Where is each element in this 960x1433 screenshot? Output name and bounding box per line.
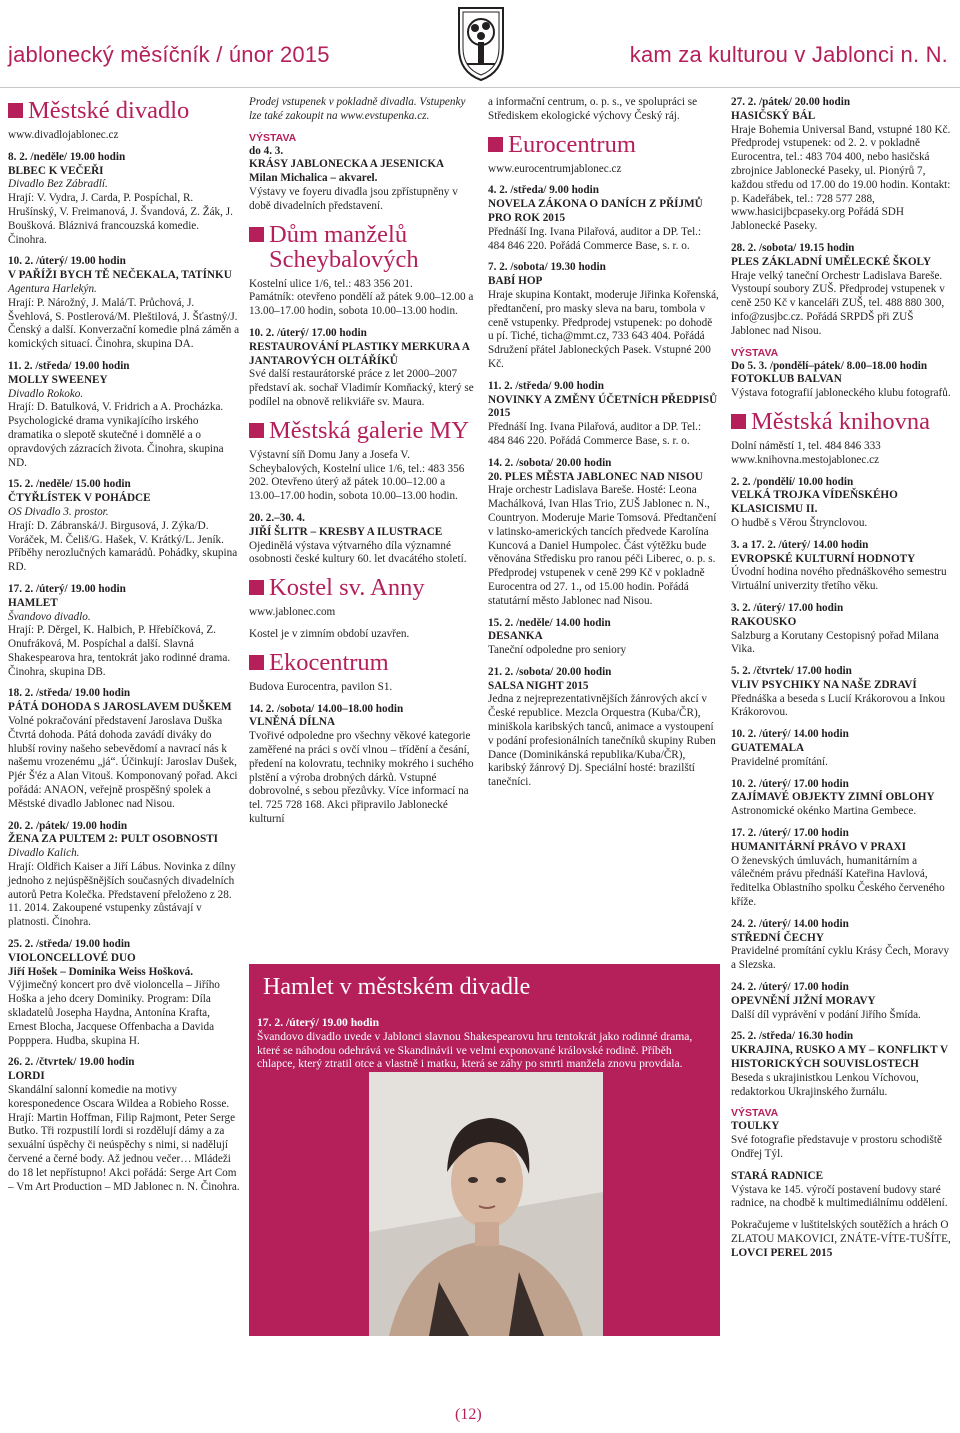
header-section-title: kam za kulturou v Jablonci n. N.	[629, 42, 948, 67]
library-event-text: O ženevských úmluvách, humanitárním a válečném právu přednáší Kateřina Havlová, ředitelka Oblastního spolku Českého červeného kříže.	[731, 854, 945, 909]
gallery-event-date: 20. 2.–30. 4.	[249, 511, 305, 524]
theatre-event	[8, 151, 240, 248]
theatre-event-date: 17. 2. /úterý/ 19.00 hodin	[8, 582, 126, 595]
eko-continuation: a informační centrum, o. p. s., ve spolupráci se Střediskem ekologické výchovy Český ráj.	[488, 96, 698, 122]
library-url[interactable]: www.knihovna.mestojablonec.cz	[731, 453, 880, 466]
library-event-date: 10. 2. /úterý/ 14.00 hodin	[731, 728, 849, 741]
photo-exhibition-title: FOTOKLUB BALVAN	[731, 373, 842, 386]
city-crest-icon	[455, 2, 507, 82]
photo-exhibition-tag: VÝSTAVA	[731, 346, 779, 359]
theatre-event-date: 11. 2. /středa/ 19.00 hodin	[8, 359, 130, 372]
eurocentrum-events	[488, 184, 720, 790]
theatre-event-title: PÁTÁ DOHODA S JAROSLAVEM DUŠKEM	[8, 701, 232, 714]
theatre-event-sub: OS Divadlo 3. prostor.	[8, 505, 109, 518]
library-event-date: 24. 2. /úterý/ 14.00 hodin	[731, 917, 849, 930]
library-event	[731, 1030, 955, 1099]
theatre-event-text: Výjimečný koncert pro dvě violoncella – Jiřího Hoška a jeho dcery Dominiky. Program: Díla skladatelů Josepha Haydna, Antonína Krafta, Ernest Blocha, Jacquese Offenbacha a Davida Popppera. Hudba, skupina H.	[8, 979, 220, 1047]
eurocentrum-event-date: 7. 2. /sobota/ 19.30 hodin	[488, 261, 606, 274]
scheybal-event-title: RESTAUROVÁNÍ PLASTIKY MERKURA A JANTAROVÝCH OLTÁŘÍKŮ	[249, 340, 470, 367]
eurocentrum-event-date: 15. 2. /neděle/ 14.00 hodin	[488, 616, 611, 629]
theatre-event	[8, 687, 240, 811]
library-exhibition-tag: VÝSTAVA	[731, 1107, 779, 1120]
library-event-date: 25. 2. /středa/ 16.30 hodin	[731, 1030, 854, 1043]
library-event-text: Úvodní hodina nového přednáškového semestru Virtuální univerzity třetího věku.	[731, 566, 947, 593]
ekocentrum-event-text: Tvořivé odpoledne pro všechny věkové kategorie zaměřené na práci s ovčí vlnou – třídění a česání, předení na kolovratu, techniky mokrého i suchého plstění a výroba drobných dárků. Vstupné dobrovolné, s sebou přezůvky. Více informací na tel. 725 728 168. Akci připravilo Jablonecké kulturní	[249, 730, 474, 825]
theatre-event-sub: Divadlo Rokoko.	[8, 387, 84, 400]
library-event-title: RAKOUSKO	[731, 615, 797, 628]
eurocentrum-event	[731, 242, 955, 339]
theatre-event-date: 18. 2. /středa/ 19.00 hodin	[8, 687, 131, 700]
theatre-event-text: Volné pokračování představení Jaroslava Duška Čtvrtá dohoda. Pátá dohoda zavádí diváky do hlubší roviny našeho sebevědomí a navrací nás k našemu vrozenému „já“. Účinkují: Jaroslav Dušek, Pjér Š'éz a Alan Vitouš. Komponovaný pořad. Akci pořádá: ANAON, veřejně prospěšný spolek a Městské divadlo Jablonec nad Nisou.	[8, 715, 238, 810]
eurocentrum-event	[731, 96, 955, 234]
competitions-text: Pokračujeme v luštitelských soutěžích a hrách O ZLATOU MAKOVICI, ZNÁTE-VÍTE-TUŠÍTE,	[731, 1219, 951, 1245]
exhibition-date: do 4. 3.	[249, 144, 284, 157]
eurocentrum-event-date: 4. 2. /středa/ 9.00 hodin	[488, 184, 599, 197]
theatre-event-title: LORDI	[8, 1070, 45, 1083]
library-event-text: Salzburg a Korutany Cestopisný pořad Milana Vika.	[731, 629, 939, 656]
theatre-event-title: VIOLONCELLOVÉ DUO	[8, 951, 136, 964]
eurocentrum-event-title: NOVELA ZÁKONA O DANÍCH Z PŘÍJMŮ PRO ROK 2015	[488, 198, 703, 224]
eurocentrum-event-text: Přednáší Ing. Ivana Pilařová, auditor a DP. Tel.: 484 846 220. Pořádá Commerce Base, s. r. o.	[488, 225, 702, 252]
library-event	[731, 728, 955, 769]
exhibition-author: Milan Michalica – akvarel.	[249, 172, 378, 185]
ekocentrum-event-date: 14. 2. /sobota/ 14.00–18.00 hodin	[249, 702, 404, 715]
theatre-event-date: 10. 2. /úterý/ 19.00 hodin	[8, 255, 126, 268]
theatre-event-text: Hrají: Oldřich Kaiser a Jiří Lábus. Novinka z dílny jednoho z nejúspěšnějších současných divadelních autorů Petra Kolečka. Představení přeloženo z 28. 11. 2014. Zakoupené vstupenky zůstávají v platnosti. Činohra.	[8, 861, 236, 929]
section-heading-ekocentrum: Ekocentrum	[249, 650, 476, 675]
theatre-events	[8, 151, 240, 1195]
eurocentrum-event-text: Hraje skupina Kontakt, moderuje Jiřinka Kořenská, předtančení, pro masky sleva na baru, tombola v ceně vstupenky. Předprodej vstupenek: po dohodě u pí. Tiché, ticha@mmt.cz, 733 643 404. Pořádá Sdružení přátel Jabloneckých Pasek. Vstupné 200 Kč.	[488, 288, 719, 370]
gallery-event-text: Ojedinělá výstava výtvarného díla významné osobnosti české kultury 60. let dvacátého století.	[249, 539, 467, 566]
library-event-text: Pravidelné promítání cyklu Krásy Čech, Moravy a Slezska.	[731, 945, 950, 972]
eurocentrum-event-title: BABÍ HOP	[488, 275, 543, 288]
hamlet-feature-text	[257, 1016, 711, 1071]
library-event	[731, 602, 955, 657]
library-event	[731, 981, 955, 1022]
theatre-event-date: 15. 2. /neděle/ 15.00 hodin	[8, 478, 131, 491]
theatre-event-date: 26. 2. /čtvrtek/ 19.00 hodin	[8, 1056, 135, 1069]
eurocentrum-event	[488, 380, 720, 449]
photo-exhibition-text: Výstava fotografií jabloneckého klubu fotografů.	[731, 387, 951, 400]
scheybal-hours: Památník: otevřeno pondělí až pátek 9.00–12.00 a 13.00–17.00 hodin, sobota 10.00–13.00 hodin.	[249, 291, 474, 318]
library-event	[731, 827, 955, 910]
gallery-info: Výstavní síň Domu Jany a Josefa V. Scheybalových, Kostelní ulice 1/6, tel.: 483 356 202. Otevřeno úterý až pátek 10.00–12.00 a 13.00–17.00 hodin, sobota 10.00–13.00 hodin.	[249, 448, 465, 503]
eurocentrum-event	[488, 184, 720, 253]
town-hall-exhibition-text: Výstava ke 145. výročí postavení budovy staré radnice, na chodbě k multimediálnímu oddělení.	[731, 1183, 948, 1210]
library-event-title: UKRAJINA, RUSKO A MY – KONFLIKT V HISTORICKÝCH SOUVISLOSTECH	[731, 1044, 948, 1071]
ekocentrum-address: Budova Eurocentra, pavilon S1.	[249, 680, 393, 693]
eurocentrum-event-date: 21. 2. /sobota/ 20.00 hodin	[488, 665, 612, 678]
library-event-text: Astronomické okénko Martina Gembece.	[731, 805, 917, 818]
library-event-title: EVROPSKÉ KULTURNÍ HODNOTY	[731, 552, 916, 565]
library-event-title: ZAJÍMAVÉ OBJEKTY ZIMNÍ OBLOHY	[731, 791, 935, 804]
page-header	[0, 0, 960, 88]
hamlet-feature-title: Hamlet v městském divadle	[263, 974, 531, 1000]
theatre-event-text: Hrají: V. Vydra, J. Carda, P. Pospíchal, R. Hrušínský, V. Freimanová, J. Švandová, Z. Žák, J. Boušková. Bláznivá francouzská komedie. Činohra.	[8, 192, 233, 246]
exhibition-title: KRÁSY JABLONECKA A JESENICKA	[249, 158, 445, 171]
library-event-date: 2. 2. /pondělí/ 10.00 hodin	[731, 475, 854, 488]
eurocentrum-event-date: 14. 2. /sobota/ 20.00 hodin	[488, 456, 612, 469]
library-event-date: 3. a 17. 2. /úterý/ 14.00 hodin	[731, 538, 869, 551]
theatre-event	[8, 255, 240, 352]
theatre-event-title2: Jiří Hošek – Dominika Weiss Hošková.	[8, 965, 194, 978]
gallery-event-title: JIŘÍ ŠLITR – KRESBY A ILUSTRACE	[249, 525, 443, 538]
eurocentrum-event-text: Hraje velký taneční Orchestr Ladislava Bareše. Vystoupí soubory ZUŠ. Předprodej vstupenek v ceně 250 Kč v kanceláři ZUŠ, tel. 488 880 300, info@zusjbc.cz. Pořádá SRPDŠ při ZUŠ Jablonec nad Nisou.	[731, 269, 945, 337]
column-eurocentrum	[488, 96, 720, 798]
eurocentrum-event	[488, 457, 720, 609]
hamlet-feature-description: Švandovo divadlo uvede v Jablonci slavnou Shakespearovu hru tentokrát jako rodinné drama, které se náhodou odehrává ve Skandinávii ve velmi exponované královské rodině. Příběh chlapce, který ztratil otce a vlastně i matku, která se záhy po smrti manžela znovu provdala.	[257, 1029, 693, 1071]
library-event-title: HUMANITÁRNÍ PRÁVO V PRAXI	[731, 840, 906, 853]
photo-exhibition-date: Do 5. 3. /pondělí–pátek/ 8.00–18.00 hodin	[731, 359, 928, 372]
ekocentrum-event-title: VLNĚNÁ DÍLNA	[249, 716, 336, 729]
exhibition-text: Výstavy ve foyeru divadla jsou zpřístupněny v době divadelních představení.	[249, 185, 458, 212]
eurocentrum-events-cont	[731, 96, 955, 339]
section-heading-library: Městská knihovna	[731, 409, 955, 434]
eurocentrum-event-text: Jedna z nejreprezentativnějších žánrových akcí v České republice. Mezcla Orquestra (Kuba/ČR), miniškola karibských tanců, animace a vystoupení v podání profesionálních tanečníků skupiny Ruben Dance (Dominikánská republika/Kuba/ČR), karibský žánrový Dj. Speciální hosté: brazilští tanečníci.	[488, 693, 716, 789]
theatre-event-title: MOLLY SWEENEY	[8, 373, 108, 386]
theatre-event	[8, 583, 240, 680]
library-event	[731, 665, 955, 720]
church-text: Kostel je v zimním období uzavřen.	[249, 627, 410, 640]
eurocentrum-event	[488, 617, 720, 658]
library-event-text: Pravidelné promítání.	[731, 755, 828, 768]
theatre-event	[8, 820, 240, 930]
theatre-event-text: Hrají: D. Zábranská/J. Birgusová, J. Zýka/D. Voráček, M. Čeliš/G. Hašek, V. Krátký/L. Jeník. Příběhy nerozlučných kamarádů. Pohádky, skupina RD.	[8, 519, 238, 574]
eurocentrum-event-text: Hraje Bohemia Universal Band, vstupné 180 Kč. Předprodej vstupenek: od 2. 2. v pokladně Eurocentra, tel.: 483 704 400, nebo hasičská zbrojnice Jablonecké Paseky, ul. Pionýrů 7, každou středu od 17.00 do 19.00 hodin. Kontakt: p. Kadeřábek, tel.: 728 577 288, www.hasicijbcpaseky.org Pořádá SDH Jablonecké Paseky.	[731, 123, 951, 233]
eurocentrum-event-text: Přednáší Ing. Ivana Pilařová, auditor a DP. Tel.: 484 846 220. Pořádá Commerce Base, s. r. o.	[488, 421, 702, 447]
theatre-event-title: ŽENA ZA PULTEM 2: PULT OSOBNOSTI	[8, 833, 219, 846]
section-heading-gallery: Městská galerie MY	[249, 418, 476, 443]
library-event-text: O hudbě s Věrou Štrynclovou.	[731, 516, 868, 529]
library-events	[731, 476, 955, 1100]
page-number: (12)	[455, 1406, 482, 1423]
theatre-event-date: 25. 2. /středa/ 19.00 hodin	[8, 938, 131, 951]
town-hall-exhibition-title: STARÁ RADNICE	[731, 1169, 824, 1182]
actor-photo	[369, 1072, 603, 1336]
theatre-event-sub: Agentura Harlekýn.	[8, 282, 97, 295]
theatre-event-sub: Divadlo Kalich.	[8, 847, 80, 860]
eurocentrum-event-title: SALSA NIGHT 2015	[488, 679, 589, 692]
eurocentrum-event-date: 11. 2. /středa/ 9.00 hodin	[488, 379, 604, 392]
section-heading-eurocentrum: Eurocentrum	[488, 132, 720, 157]
library-event	[731, 476, 955, 531]
library-event-date: 3. 2. /úterý/ 17.00 hodin	[731, 601, 844, 614]
column-middle	[249, 96, 476, 835]
theatre-event-sub: Divadlo Bez Zábradlí.	[8, 178, 108, 191]
library-event-text: Beseda s ukrajinistkou Lenkou Víchovou, redaktorkou Ukrajinského žurnálu.	[731, 1071, 919, 1098]
library-exhibition-title: TOULKY	[731, 1120, 780, 1133]
eurocentrum-event	[488, 666, 720, 790]
competitions-bold: LOVCI PEREL 2015	[731, 1246, 833, 1259]
library-event-date: 10. 2. /úterý/ 17.00 hodin	[731, 777, 849, 790]
library-exhibition-text: Své fotografie představuje v prostoru schodiště Ondřej Týl.	[731, 1134, 942, 1160]
library-event-text: Další díl vyprávění v podání Jiřího Šmída.	[731, 1008, 921, 1021]
library-address: Dolní náměstí 1, tel. 484 846 333	[731, 439, 881, 452]
library-event-date: 17. 2. /úterý/ 17.00 hodin	[731, 827, 849, 840]
eurocentrum-url[interactable]: www.eurocentrumjablonec.cz	[488, 162, 622, 175]
scheybal-event-date: 10. 2. /úterý/ 17.00 hodin	[249, 326, 367, 339]
eurocentrum-event-date: 28. 2. /sobota/ 19.15 hodin	[731, 241, 855, 254]
theatre-event-date: 20. 2. /pátek/ 19.00 hodin	[8, 819, 128, 832]
section-heading-scheybal: Dům manželů Scheybalových	[249, 222, 476, 272]
scheybal-address: Kostelní ulice 1/6, tel.: 483 356 201.	[249, 277, 413, 290]
hamlet-feature	[249, 964, 720, 1336]
column-theatre	[8, 96, 240, 1202]
library-event-title: VLIV PSYCHIKY NA NAŠE ZDRAVÍ	[731, 678, 917, 691]
eurocentrum-event-title: HASIČSKÝ BÁL	[731, 109, 816, 122]
theatre-event-text: Hrají: P. Nárožný, J. Malá/T. Průchová, J. Švehlová, S. Postlerová/M. Pleštilová, J. Šťastný/J. Čenský a další. Konverzační komedie plná záměn a komických situací. Činohra, skupina DA.	[8, 296, 240, 351]
section-heading-church: Kostel sv. Anny	[249, 575, 476, 600]
theatre-event-title: ČTYŘLÍSTEK V POHÁDCE	[8, 492, 151, 505]
theatre-event	[8, 360, 240, 470]
theatre-event	[8, 938, 240, 1048]
library-event-date: 5. 2. /čtvrtek/ 17.00 hodin	[731, 665, 852, 678]
eurocentrum-event-title: 20. PLES MĚSTA JABLONEC NAD NISOU	[488, 470, 703, 483]
library-event	[731, 539, 955, 594]
library-event-title: OPEVNĚNÍ JIŽNÍ MORAVY	[731, 994, 876, 1007]
theatre-event	[8, 478, 240, 575]
library-event	[731, 918, 955, 973]
exhibition-tag: VÝSTAVA	[249, 131, 297, 144]
eurocentrum-event	[488, 261, 720, 371]
eurocentrum-event-text: Taneční odpoledne pro seniory	[488, 644, 627, 657]
eurocentrum-event-date: 27. 2. /pátek/ 20.00 hodin	[731, 96, 851, 108]
scheybal-event-text: Své další restaurátorské práce z let 2000–2007 představí ak. sochař Vladimír Komňacký, který se podílel na obnově relikviáře sv. Maura.	[249, 368, 474, 408]
theatre-url[interactable]: www.divadlojablonec.cz	[8, 129, 119, 141]
library-event-text: Přednáška a beseda s Lucií Krákorovou a Inkou Krákorovou.	[731, 692, 946, 719]
library-event-title: GUATEMALA	[731, 742, 805, 755]
church-url[interactable]: www.jablonec.com	[249, 606, 336, 619]
hamlet-feature-date: 17. 2. /úterý/ 19.00 hodin	[257, 1016, 380, 1029]
library-event-title: STŘEDNÍ ČECHY	[731, 931, 824, 944]
theatre-event-date: 8. 2. /neděle/ 19.00 hodin	[8, 150, 126, 163]
theatre-event-title: V PAŘÍŽI BYCH TĚ NEČEKALA, TATÍNKU	[8, 269, 232, 282]
library-event	[731, 778, 955, 819]
theatre-event	[8, 1056, 240, 1194]
theatre-event-text: Hrají: D. Batulková, V. Fridrich a A. Procházka. Psychologické drama vynikajícího irského dramatika o slepotě skutečné i domnělé a o opravdových zázracích života. Činohra, skupina ND.	[8, 401, 224, 469]
eurocentrum-event-title: NOVINKY A ZMĚNY ÚČETNÍCH PŘEDPISŮ 2015	[488, 393, 718, 420]
eurocentrum-event-title: DESANKA	[488, 630, 543, 643]
theatre-event-text: Hrají: P. Děrgel, K. Halbich, P. Hřebíčková, Z. Onufráková, M. Pospíchal a další. Slavná Shakespearova hra, tentokrát jako rodinné drama. Činohra, skupina DB.	[8, 624, 231, 678]
header-magazine-title: jablonecký měsíčník / únor 2015	[8, 42, 330, 67]
section-heading-theatre: Městské divadlo	[8, 98, 240, 123]
eurocentrum-event-title: PLES ZÁKLADNÍ UMĚLECKÉ ŠKOLY	[731, 255, 932, 268]
theatre-event-text: Skandální salonní komedie na motivy koresponedence Oscara Wildea a Robieho Rosse. Hrají: Martin Hoffman, Filip Rajmont, Peter Serge Butko. Tři rozpustilí lordi si rozdělují dámy a za sexuální úspěchy či neúspěchy s nimi, si nadělují červené a černé body. Až jednou večer… Mládeži do 18 let nepřístupno! Akci pořádá: Serge Art Com – Vm Art Production – MD Jablonec n. N. Činohra.	[8, 1084, 240, 1193]
theatre-event-sub: Švandovo divadlo.	[8, 610, 91, 623]
library-event-title: VELKÁ TROJKA VÍDEŇSKÉHO KLASICISMU II.	[731, 489, 898, 516]
theatre-event-title: BLBEC K VEČEŘI	[8, 164, 104, 177]
eurocentrum-event-text: Hraje orchestr Ladislava Bareše. Hosté: Leona Machálková, Ivan Hlas Trio, ZUŠ Jablonec n. N., Countryon. Moderuje Marie Tomsová. Předtančení v latinsko-amerických tancích předvede Karolína Kuncová a Daniel Humpolec. Část výtěžku bude věnována Středisku pro ranou péči Liberec, o. p. s. Předprodej vstupenek v ceně 299 Kč v pokladně Eurocentra od 27. 1., od 15.00 hodin. Pořádá statutární město Jablonec nad Nisou.	[488, 484, 717, 607]
ticket-info: Prodej vstupenek v pokladně divadla. Vstupenky lze také zakoupit na www.evstupenka.cz.	[249, 96, 466, 122]
theatre-event-title: HAMLET	[8, 596, 58, 609]
column-library	[731, 96, 955, 1261]
library-event-date: 24. 2. /úterý/ 17.00 hodin	[731, 981, 849, 994]
